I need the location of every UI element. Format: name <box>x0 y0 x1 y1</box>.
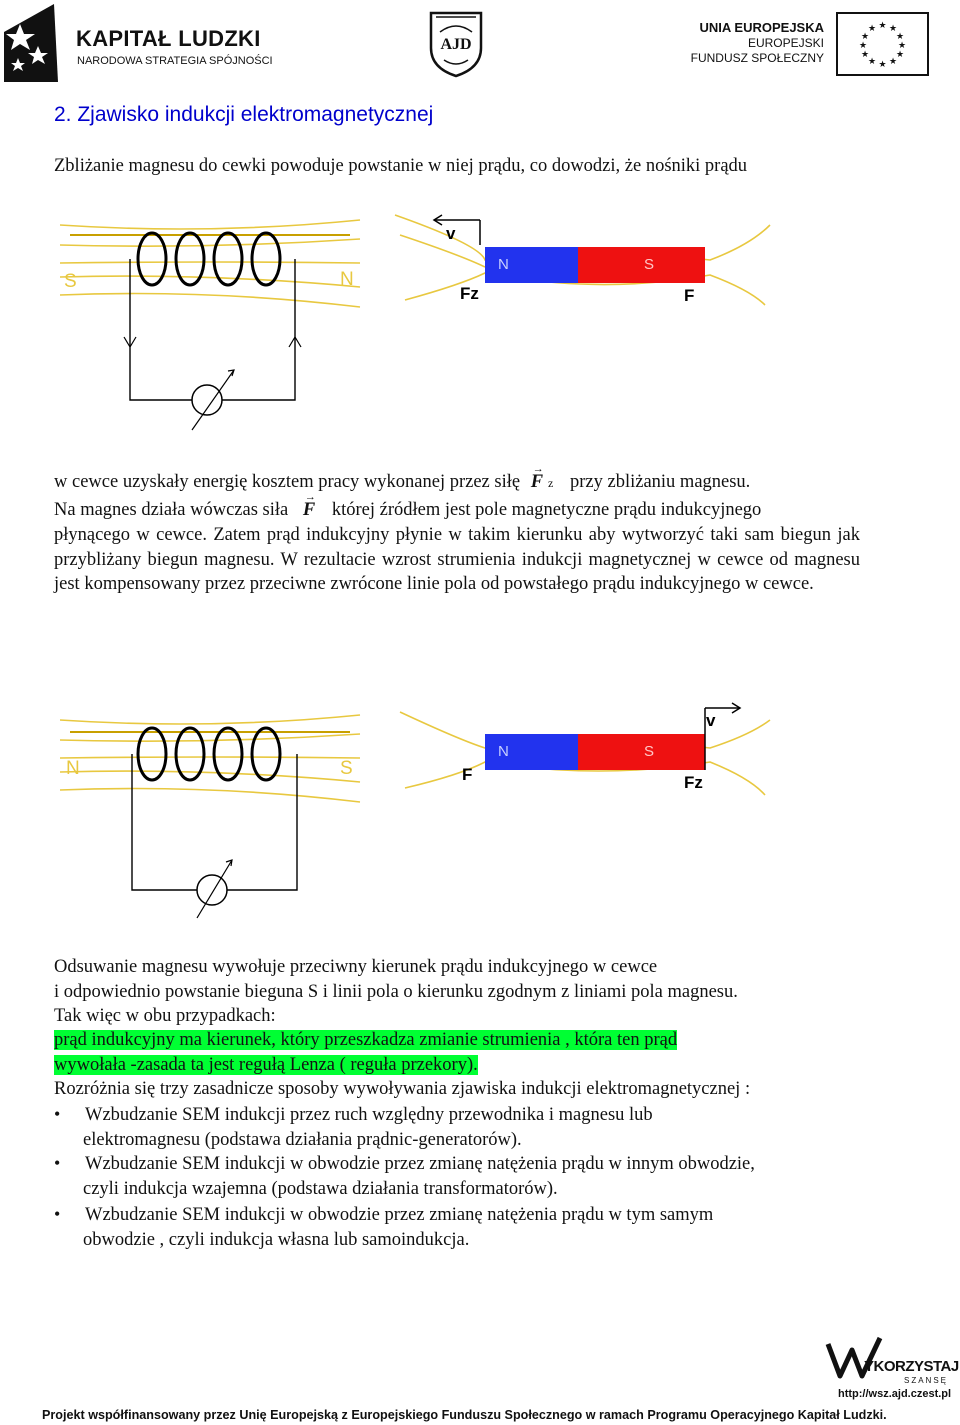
intro-text: Zbliżanie magnesu do cewki powoduje powstanie w niej prądu, co dowodzi, że nośniki prądu <box>54 156 748 176</box>
svg-text:★: ★ <box>878 60 887 70</box>
kapital-ludzki-subtitle: NARODOWA STRATEGIA SPÓJNOŚCI <box>77 55 273 67</box>
velocity-label-2: v <box>706 711 716 730</box>
svg-text:★: ★ <box>878 21 887 31</box>
bullet-item-3 <box>85 1203 865 1252</box>
bullet-3-line1: Wzbudzanie SEM indukcji w obwodzie przez zmianę natężenia prądu w tym samym <box>85 1205 714 1225</box>
ajd-emblem <box>428 10 484 78</box>
svg-text:★: ★ <box>867 24 877 34</box>
magnet-south-2 <box>578 734 705 770</box>
kapital-ludzki-emblem-icon <box>2 2 62 84</box>
svg-text:★: ★ <box>897 41 907 51</box>
coil-left-pole: S <box>64 271 77 292</box>
velocity-label: v <box>446 224 456 243</box>
svg-text:★: ★ <box>888 57 898 67</box>
wykorzystaj-url: http://wsz.ajd.czest.pl <box>838 1388 952 1400</box>
svg-text:★: ★ <box>860 50 870 60</box>
coil-right-pole-2: S <box>340 758 353 779</box>
force-z-label: Fz <box>460 284 479 303</box>
bullet-1-line1: Wzbudzanie SEM indukcji przez ruch względny przewodnika i magnesu lub <box>85 1105 653 1125</box>
wykorzystaj-szanse-logo <box>824 1334 958 1404</box>
para1-line1 <box>54 470 750 496</box>
magnet-north-label: N <box>498 256 509 273</box>
lenz-rule-line1 <box>54 1028 677 1053</box>
coil-field-lines-2 <box>60 715 360 802</box>
figure-receding-magnet <box>60 700 780 930</box>
svg-text:★: ★ <box>888 24 898 34</box>
kapital-ludzki-logo <box>2 2 272 84</box>
magnet-south <box>578 247 705 283</box>
wykorzystaj-word: YKORZYSTAJ <box>864 1358 959 1375</box>
coil-field-lines <box>60 220 360 307</box>
kapital-ludzki-title: KAPITAŁ LUDZKI <box>76 26 261 51</box>
force-z-label-2: Fz <box>684 773 703 792</box>
bullet-2-line1: Wzbudzanie SEM indukcji w obwodzie przez zmianę natężenia prądu w innym obwodzie, <box>85 1154 755 1174</box>
footer-funding-note: Projekt współfinansowany przez Unię Europejską z Europejskiego Funduszu Społecznego w ramach Programu Operacyjnego Kapitał Ludzki. <box>42 1408 887 1422</box>
para1-line1-a: w cewce uzyskały energię kosztem pracy wykonanej przez siłę <box>54 472 521 492</box>
bullet-item-2 <box>85 1152 865 1201</box>
bullet-dot-3: • <box>54 1204 61 1224</box>
bullet-item-1 <box>85 1103 865 1152</box>
eu-line1: UNIA EUROPEJSKA <box>699 20 824 35</box>
eu-logo <box>690 12 932 78</box>
bullet-2-line2: czyli indukcja wzajemna (podstawa działania transformatorów). <box>83 1178 558 1199</box>
bullet-dot-1: • <box>54 1104 61 1124</box>
ajd-emblem-text: AJD <box>440 36 472 53</box>
svg-text:★: ★ <box>895 50 905 60</box>
force-label: F <box>684 286 695 305</box>
magnet-south-label-2: S <box>644 743 655 760</box>
bullet-1-line2: elektromagnesu (podstawa działania prądnic-generatorów). <box>83 1129 522 1150</box>
circuit-wire-2 <box>132 754 297 890</box>
eu-line3: FUNDUSZ SPOŁECZNY <box>690 51 824 65</box>
para2-line3: Tak więc w obu przypadkach: <box>54 1006 276 1026</box>
szanse-word: SZANSĘ <box>904 1376 949 1385</box>
eu-flag-icon <box>836 12 929 76</box>
svg-text:★: ★ <box>860 32 870 42</box>
para2-line2: i odpowiednio powstanie bieguna S i linii pola o kierunku zgodnym z liniami pola magnesu. <box>54 982 738 1002</box>
force-symbol: → F <box>303 500 315 520</box>
svg-text:★: ★ <box>895 32 905 42</box>
svg-text:★: ★ <box>867 57 877 67</box>
galvanometer-icon-2 <box>197 860 232 918</box>
lenz-rule-highlight2: wywołała -zasada ta jest regułą Lenza ( reguła przekory). <box>54 1055 478 1075</box>
para2-line6: Rozróżnia się trzy zasadnicze sposoby wywoływania zjawiska indukcji elektromagnetycznej : <box>54 1079 751 1099</box>
section-title: 2. Zjawisko indukcji elektromagnetycznej <box>54 103 434 126</box>
para1-line2-a: Na magnes działa wówczas siła <box>54 500 289 520</box>
coil-right-pole: N <box>340 269 354 290</box>
lenz-rule-line2 <box>54 1053 478 1078</box>
para1-line1-b: przy zbliżaniu magnesu. <box>570 472 751 492</box>
coil-left-pole-2: N <box>66 758 80 779</box>
force-z-symbol: → F <box>531 472 543 492</box>
para1-line2 <box>54 498 761 523</box>
lenz-rule-highlight1: prąd indukcyjny ma kierunek, który przeszkadza zmianie strumienia , która ten prąd <box>54 1030 678 1050</box>
para1-line2-b: której źródłem jest pole magnetyczne prądu indukcyjnego <box>331 500 762 520</box>
force-label-2: F <box>462 765 473 784</box>
bullet-3-line2: obwodzie , czyli indukcja własna lub samoindukcja. <box>83 1229 470 1250</box>
para2-line1: Odsuwanie magnesu wywołuje przeciwny kierunek prądu indukcyjnego w cewce <box>54 957 658 977</box>
figure-approaching-magnet <box>60 205 780 435</box>
svg-text:★: ★ <box>858 41 868 51</box>
force-z-subscript: z <box>548 476 554 490</box>
bullet-dot-2: • <box>54 1153 61 1173</box>
magnet-north-label-2: N <box>498 743 509 760</box>
eu-line2: EUROPEJSKI <box>747 36 824 50</box>
magnet-south-label: S <box>644 256 655 273</box>
para1-body: płynącego w cewce. Zatem prąd indukcyjny płynie w takim kierunku aby wytworzyć taki sam biegun jak przybliżany biegun magnesu. W rezultacie wzrost strumienia indukcji magnetycznej w cewce od magnesu jest kompensowany przez przeciwne zwrócone linie pola od powstałego prądu indukcyjnego w cewce. <box>54 525 860 595</box>
